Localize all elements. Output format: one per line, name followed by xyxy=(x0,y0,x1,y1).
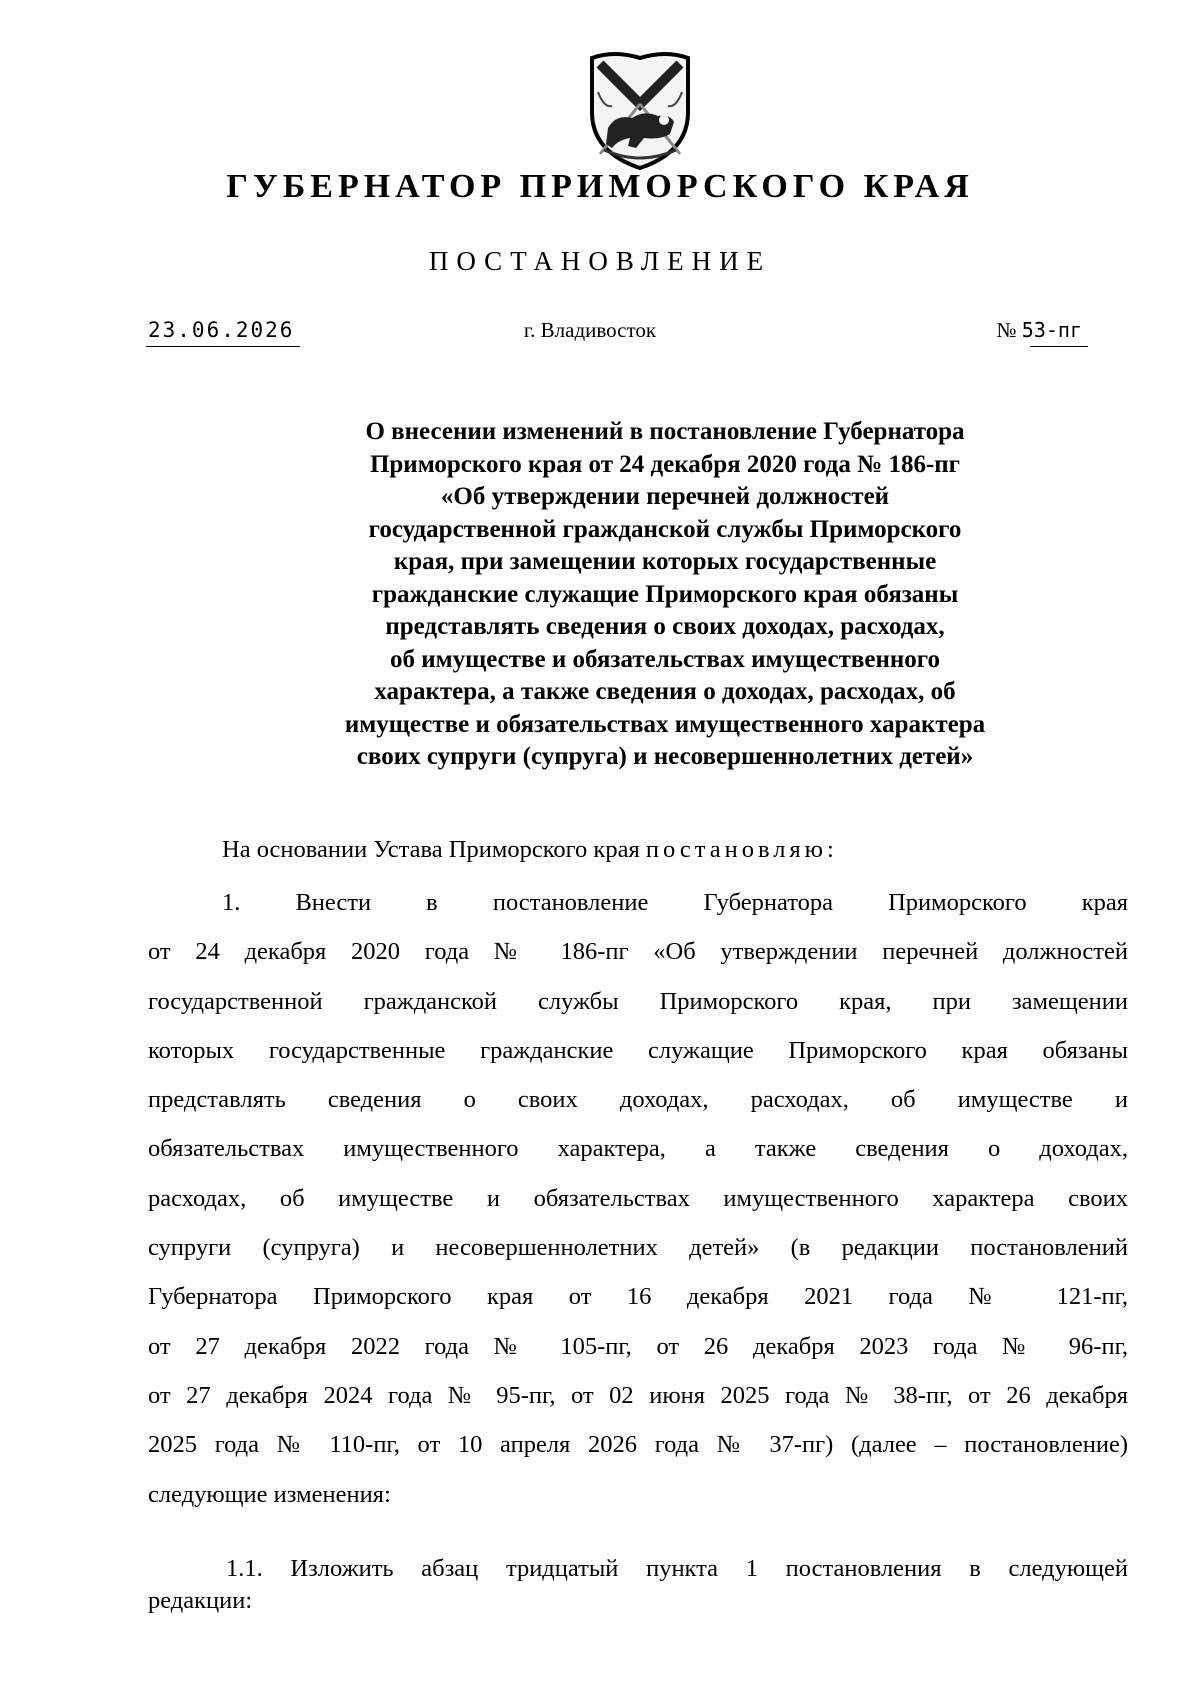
title-line: представлять сведения о своих доходах, расходах, xyxy=(385,613,945,640)
title-line: своих супруги (супруга) и несовершеннолетних детей» xyxy=(356,743,974,770)
intro-text: На основании Устава Приморского края xyxy=(222,836,640,863)
title-line: об имуществе и обязательствах имущественного xyxy=(389,645,941,673)
number-value: 53-пг xyxy=(1021,318,1082,342)
number-underline xyxy=(1030,346,1088,347)
title-line: «Об утверждении перечней должностей xyxy=(440,483,890,510)
paragraph-line: обязательствах имущественного характера, а также сведения о доходах, xyxy=(148,1135,1128,1163)
paragraph-line: от 27 декабря 2022 года № 105-пг, от 26 декабря 2023 года № 96-пг, xyxy=(148,1332,1128,1360)
paragraph-line: государственной гражданской службы Приморского края, при замещении xyxy=(148,987,1128,1015)
title-line: гражданские служащие Приморского края обязаны xyxy=(371,580,959,608)
paragraph-line: от 27 декабря 2024 года № 95-пг, от 02 июня 2025 года № 38-пг, от 26 декабря xyxy=(148,1381,1128,1409)
title-line: характера, а также сведения о доходах, расходах, об xyxy=(374,678,956,705)
paragraph-line: расходах, об имуществе и обязательствах имущественного характера своих xyxy=(148,1184,1128,1212)
date-underline xyxy=(146,346,300,347)
intro-paragraph xyxy=(148,836,1200,864)
paragraph-line: представлять сведения о своих доходах, расходах, об имуществе и xyxy=(148,1086,1128,1114)
document-type: ПОСТАНОВЛЕНИЕ xyxy=(428,246,772,276)
title-line: государственной гражданской службы Приморского xyxy=(368,515,962,543)
title-line: имуществе и обязательствах имущественного характера xyxy=(344,710,986,738)
document-date: 23.06.2026 xyxy=(148,318,294,342)
paragraph-line: которых государственные гражданские служащие Приморского края обязаны xyxy=(148,1036,1128,1064)
document-meta xyxy=(148,318,1082,354)
paragraph-line: 1.1. Изложить абзац тридцатый пункта 1 постановления в следующей xyxy=(226,1555,1128,1582)
authority-title: ГУБЕРНАТОР ПРИМОРСКОГО КРАЯ xyxy=(226,168,974,205)
paragraph-line: редакции: xyxy=(148,1587,253,1614)
paragraph-1-1 xyxy=(148,1553,1128,1617)
paragraph-line: 1. Внести в постановление Губернатора Приморского края xyxy=(222,889,1128,916)
paragraph-line: Губернатора Приморского края от 16 декабря 2021 года № 121-пг, xyxy=(148,1283,1128,1311)
paragraph-line: следующие изменения: xyxy=(148,1480,391,1508)
paragraph-line: супруги (супруга) и несовершеннолетних детей» (в редакции постановлений xyxy=(148,1234,1128,1262)
title-line: края, при замещении которых государственные xyxy=(393,548,937,575)
document-city: г. Владивосток xyxy=(523,318,657,342)
paragraph-1 xyxy=(148,878,1128,1519)
document-title xyxy=(268,416,1062,774)
intro-decree-word: постановляю: xyxy=(645,836,838,863)
document-number xyxy=(996,318,1082,343)
paragraph-line: от 24 декабря 2020 года № 186-пг «Об утверждении перечней должностей xyxy=(148,938,1128,966)
number-sign: № xyxy=(996,318,1017,342)
coat-of-arms-icon xyxy=(584,48,696,172)
paragraph-line: 2025 года № 110-пг, от 10 апреля 2026 года № 37-пг) (далее – постановление) xyxy=(148,1431,1128,1459)
title-line: Приморского края от 24 декабря 2020 года № 186-пг xyxy=(369,450,961,478)
title-line: О внесении изменений в постановление Губернатора xyxy=(365,418,965,445)
